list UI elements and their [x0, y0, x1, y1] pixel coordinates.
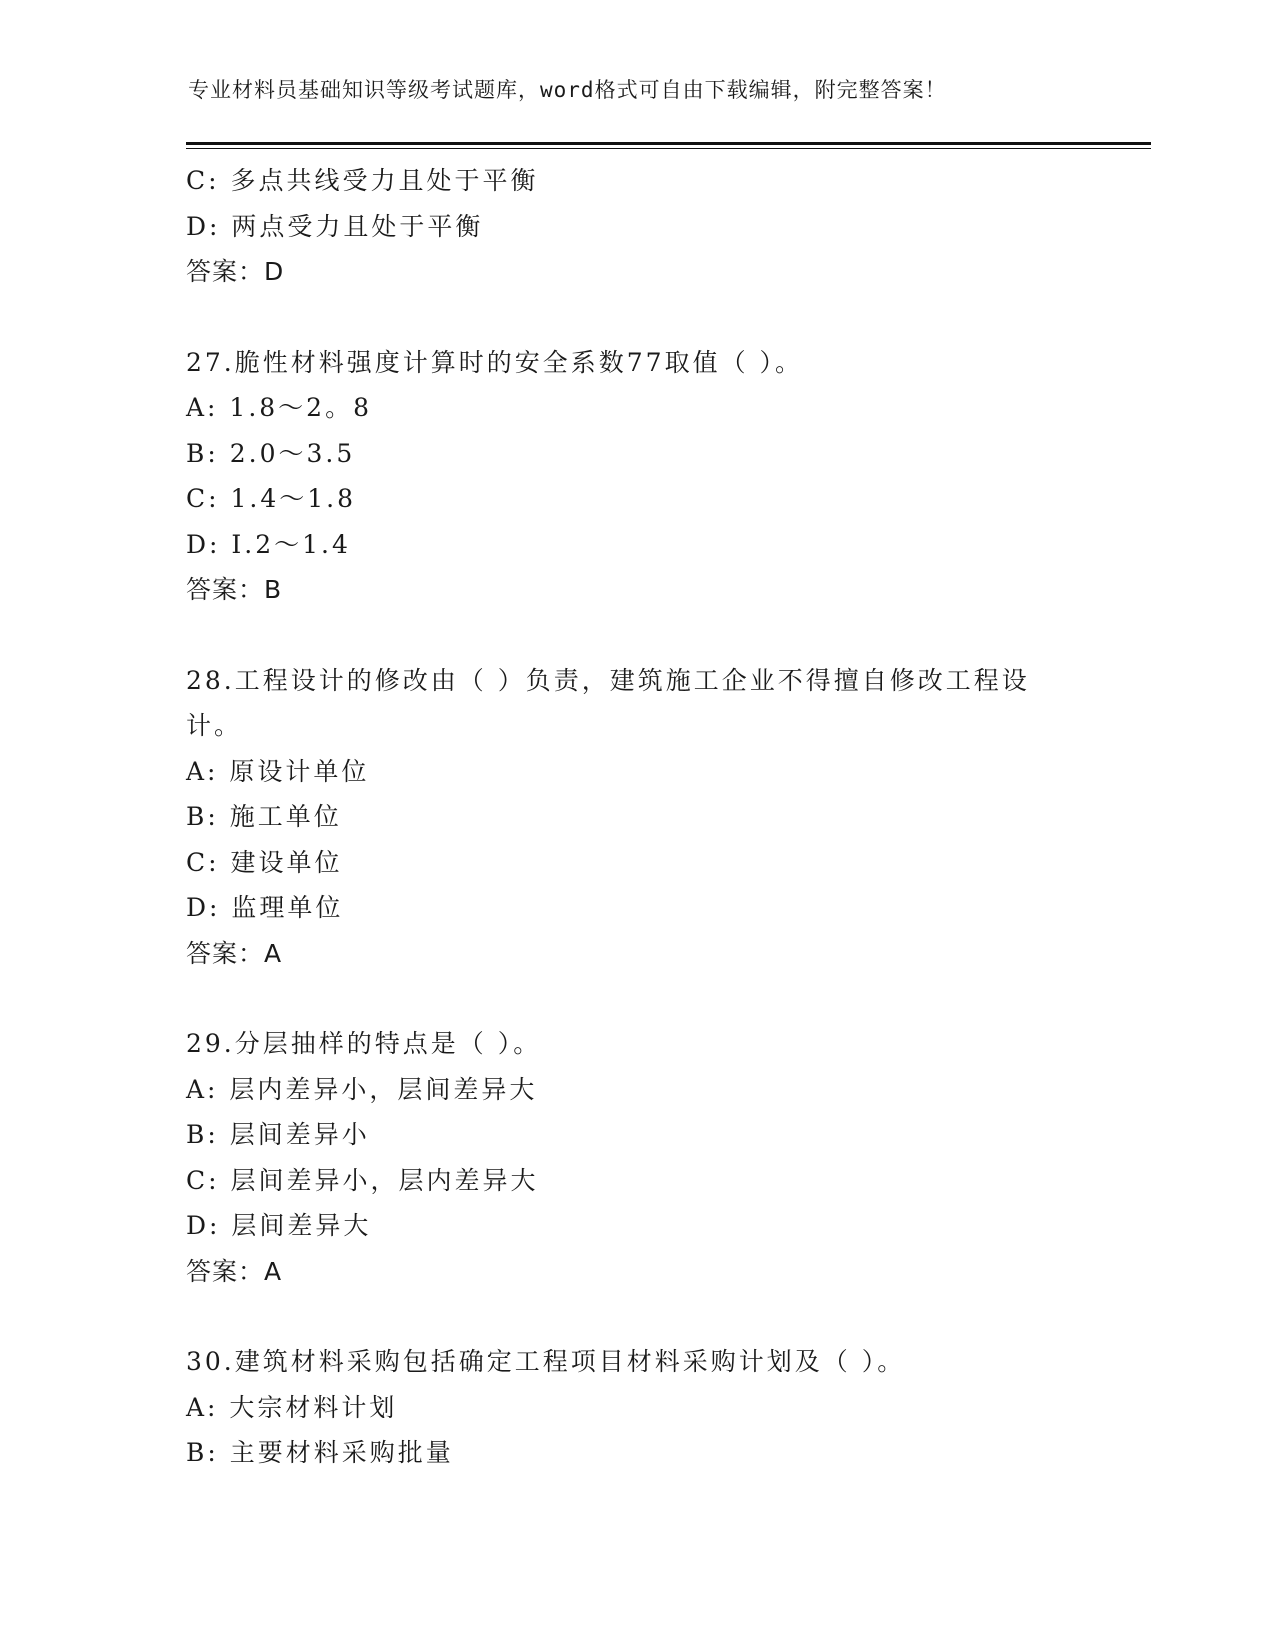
option-c: C: 层间差异小，层内差异大 — [186, 1165, 539, 1195]
question-29 — [186, 1021, 1086, 1294]
question-stem: 29.分层抽样的特点是（ ）。 — [186, 1029, 542, 1058]
document-content — [186, 158, 1086, 1476]
spacer — [186, 295, 1086, 340]
option-d: D: 监理单位 — [186, 893, 344, 922]
option-a: A: 层内差异小，层间差异大 — [186, 1074, 538, 1104]
question-30 — [186, 1339, 1086, 1476]
answer: 答案：D — [186, 257, 285, 286]
option-d: D: I.2～1.4 — [186, 529, 351, 559]
question-stem-continued: 计。 — [186, 711, 243, 740]
question-stem: 30.建筑材料采购包括确定工程项目材料采购计划及（ ）。 — [186, 1347, 906, 1376]
option-a: A: 原设计单位 — [186, 756, 370, 786]
continued-question — [186, 158, 1086, 295]
option-a: A: 大宗材料计划 — [186, 1392, 398, 1422]
option-a: A: 1.8～2。8 — [186, 393, 372, 422]
option-d: D: 两点受力且处于平衡 — [186, 211, 484, 241]
spacer — [186, 976, 1086, 1021]
header-rule-thick — [186, 142, 1151, 145]
page-header: 专业材料员基础知识等级考试题库，word格式可自由下载编辑，附完整答案！ — [188, 78, 947, 102]
option-d: D: 层间差异大 — [186, 1211, 372, 1240]
question-stem: 28.工程设计的修改由（ ）负责，建筑施工企业不得擅自修改工程设 — [186, 665, 1030, 695]
answer: 答案：A — [186, 938, 283, 968]
option-b: B: 主要材料采购批量 — [186, 1438, 454, 1467]
option-c: C: 多点共线受力且处于平衡 — [186, 166, 539, 195]
answer: 答案：B — [186, 575, 283, 604]
option-b: B: 层间差异小 — [186, 1120, 370, 1149]
spacer — [186, 613, 1086, 658]
spacer — [186, 1294, 1086, 1339]
option-b: B: 2.0～3.5 — [186, 438, 356, 468]
answer: 答案：A — [186, 1256, 283, 1286]
question-stem: 27.脆性材料强度计算时的安全系数77取值（ ）。 — [186, 347, 804, 377]
header-rule-thin — [186, 148, 1151, 149]
option-c: C: 1.4～1.8 — [186, 484, 357, 513]
option-c: C: 建设单位 — [186, 847, 343, 877]
option-b: B: 施工单位 — [186, 802, 342, 831]
question-28 — [186, 658, 1086, 977]
question-27 — [186, 340, 1086, 613]
